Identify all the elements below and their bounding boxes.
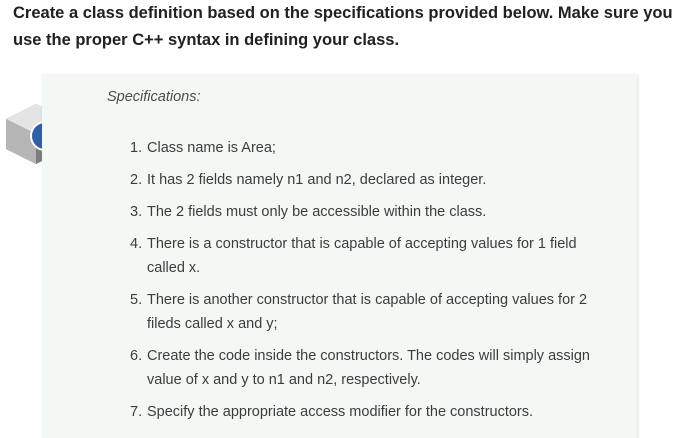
spec-item-number: 1.: [130, 140, 143, 156]
spec-item-number: 6.: [130, 348, 143, 364]
spec-item: [130, 200, 610, 224]
spec-item-text: Specify the appropriate access modifier for the constructors.: [147, 404, 534, 420]
spec-item: [130, 168, 610, 192]
spec-item-text: There is a constructor that is capable of accepting values for 1 field called x.: [147, 236, 577, 276]
spec-item-number: 7.: [130, 404, 143, 420]
spec-item-text: It has 2 fields namely n1 and n2, declared as integer.: [147, 172, 487, 188]
spec-item: [130, 400, 610, 424]
spec-item-number: 4.: [130, 236, 143, 252]
spec-item-text: The 2 fields must only be accessible within the class.: [147, 204, 487, 220]
spec-item: [130, 344, 610, 392]
question-prompt: Create a class definition based on the specifications provided below. Make sure you use the proper C++ syntax in defining your class.: [13, 4, 673, 49]
spec-item: [130, 288, 610, 336]
spec-item-text: Create the code inside the constructors. The codes will simply assign value of x and y to n1 and n2, respectively.: [147, 348, 591, 388]
spec-item-text: There is another constructor that is capable of accepting values for 2 fileds called x and y;: [147, 292, 588, 332]
spec-item: [130, 136, 610, 160]
specifications-panel: [42, 74, 637, 438]
specifications-title: Specifications:: [107, 89, 201, 105]
spec-item-number: 2.: [130, 172, 143, 188]
spec-item: [130, 232, 610, 280]
specifications-list: [130, 136, 610, 432]
spec-item-text: Class name is Area;: [147, 140, 276, 156]
spec-item-number: 5.: [130, 292, 143, 308]
spec-item-number: 3.: [130, 204, 143, 220]
